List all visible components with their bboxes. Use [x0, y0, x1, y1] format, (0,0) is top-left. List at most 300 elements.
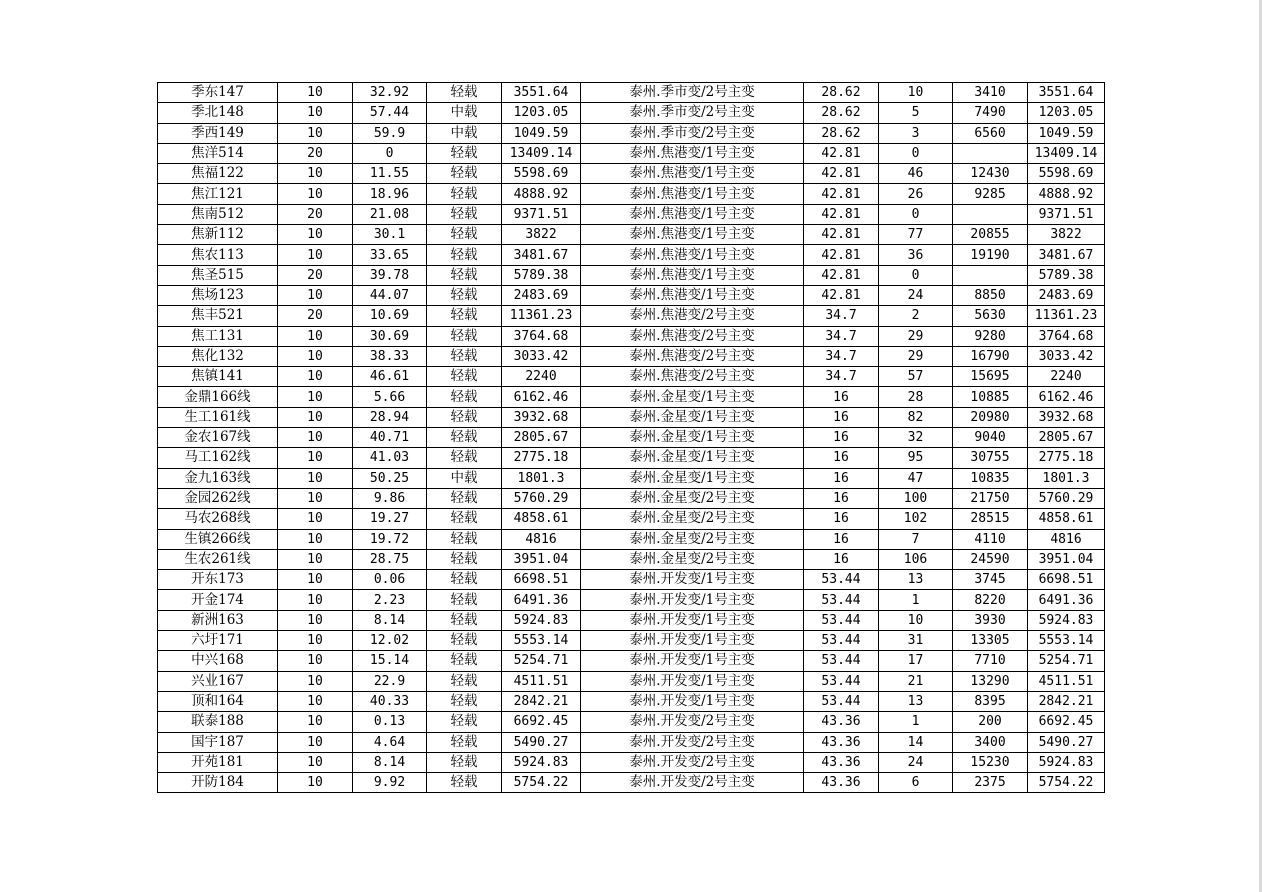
table-cell: 102 — [879, 509, 953, 529]
table-cell: 14 — [879, 732, 953, 752]
table-cell: 3764.68 — [1028, 326, 1105, 346]
table-cell: 30.1 — [353, 225, 427, 245]
table-cell: 2.23 — [353, 590, 427, 610]
table-cell: 3822 — [1028, 225, 1105, 245]
table-cell: 轻载 — [427, 265, 502, 285]
table-cell: 10 — [278, 651, 353, 671]
table-cell: 2775.18 — [1028, 448, 1105, 468]
table-cell: 21 — [879, 671, 953, 691]
table-cell: 泰州.焦港变/1号主变 — [581, 164, 804, 184]
table-cell: 季东147 — [158, 83, 278, 103]
table-row — [158, 691, 1105, 711]
table-cell: 4511.51 — [1028, 671, 1105, 691]
table-row — [158, 225, 1105, 245]
table-cell: 43.36 — [804, 712, 879, 732]
table-cell: 5754.22 — [1028, 773, 1105, 793]
table-cell: 泰州.焦港变/2号主变 — [581, 306, 804, 326]
table-cell: 5553.14 — [1028, 631, 1105, 651]
table-cell: 100 — [879, 488, 953, 508]
table-cell: 30755 — [953, 448, 1028, 468]
table-row — [158, 651, 1105, 671]
table-cell: 轻载 — [427, 164, 502, 184]
table-cell: 32.92 — [353, 83, 427, 103]
table-cell: 泰州.焦港变/2号主变 — [581, 346, 804, 366]
table-cell: 12.02 — [353, 631, 427, 651]
table-cell: 82 — [879, 407, 953, 427]
table-cell: 42.81 — [804, 143, 879, 163]
table-cell: 2483.69 — [1028, 285, 1105, 305]
table-cell: 6698.51 — [1028, 570, 1105, 590]
table-cell: 20 — [278, 204, 353, 224]
table-cell: 焦南512 — [158, 204, 278, 224]
table-cell: 开东173 — [158, 570, 278, 590]
table-cell: 泰州.金星变/2号主变 — [581, 549, 804, 569]
table-cell: 焦江121 — [158, 184, 278, 204]
table-cell: 5924.83 — [1028, 752, 1105, 772]
table-cell: 24 — [879, 752, 953, 772]
table-cell: 泰州.季市变/2号主变 — [581, 83, 804, 103]
table-cell: 5924.83 — [1028, 610, 1105, 630]
table-cell: 轻载 — [427, 204, 502, 224]
table-cell: 12430 — [953, 164, 1028, 184]
table-row — [158, 184, 1105, 204]
table-cell: 焦福122 — [158, 164, 278, 184]
table-cell: 42.81 — [804, 265, 879, 285]
table-cell: 10.69 — [353, 306, 427, 326]
table-cell: 2842.21 — [502, 691, 581, 711]
table-cell: 5.66 — [353, 387, 427, 407]
table-cell: 11.55 — [353, 164, 427, 184]
table-cell: 泰州.开发变/1号主变 — [581, 590, 804, 610]
table-cell: 季北148 — [158, 103, 278, 123]
table-cell: 轻载 — [427, 651, 502, 671]
table-cell: 2240 — [502, 367, 581, 387]
table-cell: 轻载 — [427, 610, 502, 630]
table-cell: 106 — [879, 549, 953, 569]
table-cell: 46 — [879, 164, 953, 184]
table-cell: 5490.27 — [1028, 732, 1105, 752]
table-cell: 5760.29 — [502, 488, 581, 508]
table-cell: 10 — [278, 123, 353, 143]
table-cell: 10 — [879, 83, 953, 103]
table-cell: 10 — [278, 570, 353, 590]
table-cell: 42.81 — [804, 164, 879, 184]
table-cell: 生农261线 — [158, 549, 278, 569]
table-row — [158, 732, 1105, 752]
table-cell: 10 — [278, 83, 353, 103]
table-row — [158, 265, 1105, 285]
table-cell: 轻载 — [427, 367, 502, 387]
table-cell: 42.81 — [804, 204, 879, 224]
table-cell: 轻载 — [427, 549, 502, 569]
table-cell: 5924.83 — [502, 752, 581, 772]
table-cell: 1 — [879, 712, 953, 732]
table-row — [158, 83, 1105, 103]
table-cell: 金鼎166线 — [158, 387, 278, 407]
table-cell: 轻载 — [427, 387, 502, 407]
table-cell: 泰州.季市变/2号主变 — [581, 123, 804, 143]
table-cell: 8.14 — [353, 610, 427, 630]
table-cell: 6692.45 — [1028, 712, 1105, 732]
table-cell: 53.44 — [804, 570, 879, 590]
table-cell: 生镇266线 — [158, 529, 278, 549]
table-cell: 轻载 — [427, 428, 502, 448]
table-row — [158, 428, 1105, 448]
table-cell: 1801.3 — [502, 468, 581, 488]
table-cell: 2775.18 — [502, 448, 581, 468]
table-cell: 轻载 — [427, 712, 502, 732]
table-cell: 轻载 — [427, 143, 502, 163]
table-cell: 57.44 — [353, 103, 427, 123]
table-cell: 13 — [879, 570, 953, 590]
table-cell: 22.9 — [353, 671, 427, 691]
table-cell: 50.25 — [353, 468, 427, 488]
table-cell: 28.62 — [804, 103, 879, 123]
table-row — [158, 326, 1105, 346]
table-cell: 21750 — [953, 488, 1028, 508]
table-cell: 泰州.焦港变/1号主变 — [581, 285, 804, 305]
table-cell: 28.62 — [804, 83, 879, 103]
table-cell: 11361.23 — [502, 306, 581, 326]
table-cell: 2805.67 — [1028, 428, 1105, 448]
table-cell: 1049.59 — [502, 123, 581, 143]
table-cell: 泰州.焦港变/1号主变 — [581, 265, 804, 285]
table-cell: 5553.14 — [502, 631, 581, 651]
table-cell: 泰州.开发变/1号主变 — [581, 651, 804, 671]
table-cell: 0.06 — [353, 570, 427, 590]
table-cell: 开防184 — [158, 773, 278, 793]
table-cell: 10 — [278, 590, 353, 610]
table-cell: 59.9 — [353, 123, 427, 143]
table-cell: 泰州.金星变/1号主变 — [581, 407, 804, 427]
table-row — [158, 407, 1105, 427]
table-cell: 20 — [278, 306, 353, 326]
table-cell: 13 — [879, 691, 953, 711]
table-cell: 19190 — [953, 245, 1028, 265]
data-table — [157, 82, 1105, 793]
table-cell: 1203.05 — [1028, 103, 1105, 123]
table-cell: 泰州.金星变/1号主变 — [581, 448, 804, 468]
table-cell: 16 — [804, 448, 879, 468]
table-cell: 泰州.开发变/2号主变 — [581, 732, 804, 752]
table-cell: 28.62 — [804, 123, 879, 143]
table-row — [158, 631, 1105, 651]
table-cell: 39.78 — [353, 265, 427, 285]
table-cell: 10 — [278, 387, 353, 407]
table-cell: 0 — [879, 204, 953, 224]
table-cell: 5789.38 — [1028, 265, 1105, 285]
table-cell: 34.7 — [804, 346, 879, 366]
table-cell: 金园262线 — [158, 488, 278, 508]
table-row — [158, 306, 1105, 326]
table-cell: 28.94 — [353, 407, 427, 427]
table-cell: 轻载 — [427, 285, 502, 305]
table-cell: 4858.61 — [502, 509, 581, 529]
table-cell: 42.81 — [804, 245, 879, 265]
table-row — [158, 590, 1105, 610]
table-cell: 8220 — [953, 590, 1028, 610]
table-row — [158, 387, 1105, 407]
table-row — [158, 549, 1105, 569]
table-cell: 10 — [278, 712, 353, 732]
table-cell: 泰州.开发变/1号主变 — [581, 671, 804, 691]
table-cell: 3822 — [502, 225, 581, 245]
table-cell: 7710 — [953, 651, 1028, 671]
table-cell: 10 — [278, 631, 353, 651]
table-cell: 10 — [278, 184, 353, 204]
table-cell: 47 — [879, 468, 953, 488]
table-cell: 44.07 — [353, 285, 427, 305]
table-cell: 20 — [278, 143, 353, 163]
table-cell: 34.7 — [804, 306, 879, 326]
table-cell: 9371.51 — [1028, 204, 1105, 224]
table-cell: 33.65 — [353, 245, 427, 265]
table-cell: 焦洋514 — [158, 143, 278, 163]
table-cell: 9371.51 — [502, 204, 581, 224]
table-cell: 20855 — [953, 225, 1028, 245]
table-cell: 4511.51 — [502, 671, 581, 691]
table-cell: 10 — [278, 346, 353, 366]
table-cell: 9.92 — [353, 773, 427, 793]
table-cell: 10 — [278, 529, 353, 549]
table-cell: 6692.45 — [502, 712, 581, 732]
table-row — [158, 488, 1105, 508]
table-cell: 1049.59 — [1028, 123, 1105, 143]
table-cell: 轻载 — [427, 570, 502, 590]
table-cell: 10 — [278, 164, 353, 184]
table-cell: 泰州.焦港变/2号主变 — [581, 367, 804, 387]
table-cell: 6491.36 — [502, 590, 581, 610]
table-cell: 42.81 — [804, 184, 879, 204]
table-cell: 5924.83 — [502, 610, 581, 630]
table-cell: 13305 — [953, 631, 1028, 651]
table-cell: 泰州.开发变/1号主变 — [581, 631, 804, 651]
table-cell: 联泰188 — [158, 712, 278, 732]
table-cell: 43.36 — [804, 773, 879, 793]
table-cell: 轻载 — [427, 225, 502, 245]
table-cell: 9040 — [953, 428, 1028, 448]
table-cell: 4858.61 — [1028, 509, 1105, 529]
table-cell: 18.96 — [353, 184, 427, 204]
table-cell: 10 — [278, 691, 353, 711]
table-row — [158, 346, 1105, 366]
table-cell: 3745 — [953, 570, 1028, 590]
table-cell: 轻载 — [427, 732, 502, 752]
table-cell: 95 — [879, 448, 953, 468]
table-cell: 10 — [278, 732, 353, 752]
table-cell: 2483.69 — [502, 285, 581, 305]
table-cell: 泰州.开发变/2号主变 — [581, 752, 804, 772]
table-cell: 3481.67 — [1028, 245, 1105, 265]
table-cell: 泰州.焦港变/2号主变 — [581, 326, 804, 346]
table-row — [158, 509, 1105, 529]
table-cell: 200 — [953, 712, 1028, 732]
table-row — [158, 143, 1105, 163]
table-cell: 泰州.金星变/1号主变 — [581, 428, 804, 448]
table-row — [158, 610, 1105, 630]
table-cell: 10 — [278, 468, 353, 488]
table-cell: 3764.68 — [502, 326, 581, 346]
table-cell: 焦新112 — [158, 225, 278, 245]
table-cell: 六圩171 — [158, 631, 278, 651]
table-cell: 19.72 — [353, 529, 427, 549]
table-cell: 40.71 — [353, 428, 427, 448]
table-cell: 6698.51 — [502, 570, 581, 590]
table-cell: 5254.71 — [502, 651, 581, 671]
table-cell: 2240 — [1028, 367, 1105, 387]
table-cell: 43.36 — [804, 752, 879, 772]
table-cell: 3400 — [953, 732, 1028, 752]
table-cell: 新洲163 — [158, 610, 278, 630]
table-cell: 16 — [804, 407, 879, 427]
table-cell: 16 — [804, 387, 879, 407]
table-cell: 5760.29 — [1028, 488, 1105, 508]
table-cell: 泰州.焦港变/1号主变 — [581, 143, 804, 163]
table-cell: 3551.64 — [502, 83, 581, 103]
table-cell: 6162.46 — [1028, 387, 1105, 407]
table-cell: 53.44 — [804, 590, 879, 610]
table-cell: 国宇187 — [158, 732, 278, 752]
table-cell: 9285 — [953, 184, 1028, 204]
table-row — [158, 529, 1105, 549]
table-cell: 15230 — [953, 752, 1028, 772]
table-cell: 轻载 — [427, 671, 502, 691]
table-cell: 中载 — [427, 468, 502, 488]
table-cell: 13290 — [953, 671, 1028, 691]
table-cell: 轻载 — [427, 448, 502, 468]
table-row — [158, 367, 1105, 387]
table-cell: 16 — [804, 428, 879, 448]
table-cell: 28.75 — [353, 549, 427, 569]
table-cell: 2375 — [953, 773, 1028, 793]
table-cell: 5754.22 — [502, 773, 581, 793]
table-cell: 20980 — [953, 407, 1028, 427]
table-cell: 轻载 — [427, 184, 502, 204]
table-cell: 6491.36 — [1028, 590, 1105, 610]
table-cell: 20 — [278, 265, 353, 285]
table-cell: 焦场123 — [158, 285, 278, 305]
table-cell: 5598.69 — [1028, 164, 1105, 184]
table-cell: 15695 — [953, 367, 1028, 387]
table-cell: 31 — [879, 631, 953, 651]
table-cell: 8395 — [953, 691, 1028, 711]
table-cell: 4.64 — [353, 732, 427, 752]
table-cell: 中载 — [427, 103, 502, 123]
table-cell: 10 — [278, 610, 353, 630]
table-cell: 0.13 — [353, 712, 427, 732]
table-cell: 中兴168 — [158, 651, 278, 671]
table-cell: 8850 — [953, 285, 1028, 305]
table-cell: 36 — [879, 245, 953, 265]
table-cell: 5598.69 — [502, 164, 581, 184]
table-cell: 4816 — [1028, 529, 1105, 549]
table-cell: 焦工131 — [158, 326, 278, 346]
table-cell: 2842.21 — [1028, 691, 1105, 711]
table-cell: 10 — [278, 752, 353, 772]
table-cell: 兴业167 — [158, 671, 278, 691]
table-cell: 泰州.焦港变/1号主变 — [581, 245, 804, 265]
table-cell: 金九163线 — [158, 468, 278, 488]
table-cell: 0 — [879, 143, 953, 163]
table-cell: 泰州.焦港变/1号主变 — [581, 225, 804, 245]
table-cell — [953, 204, 1028, 224]
table-cell: 轻载 — [427, 306, 502, 326]
table-cell: 开苑181 — [158, 752, 278, 772]
table-cell: 焦圣515 — [158, 265, 278, 285]
table-cell: 10 — [278, 285, 353, 305]
table-cell: 42.81 — [804, 285, 879, 305]
table-cell: 10 — [278, 407, 353, 427]
table-row — [158, 204, 1105, 224]
table-cell: 轻载 — [427, 509, 502, 529]
table-row — [158, 448, 1105, 468]
table-cell: 泰州.季市变/2号主变 — [581, 103, 804, 123]
table-cell: 40.33 — [353, 691, 427, 711]
table-cell: 顶和164 — [158, 691, 278, 711]
table-body — [158, 83, 1105, 793]
table-cell: 57 — [879, 367, 953, 387]
table-cell: 10 — [879, 610, 953, 630]
table-cell: 53.44 — [804, 691, 879, 711]
table-cell: 3932.68 — [502, 407, 581, 427]
table-cell: 43.36 — [804, 732, 879, 752]
table-cell: 10 — [278, 448, 353, 468]
table-cell: 16790 — [953, 346, 1028, 366]
table-cell: 0 — [879, 265, 953, 285]
table-cell: 30.69 — [353, 326, 427, 346]
table-cell: 3410 — [953, 83, 1028, 103]
table-cell: 16 — [804, 549, 879, 569]
table-cell — [953, 143, 1028, 163]
table-cell: 中载 — [427, 123, 502, 143]
table-cell: 24590 — [953, 549, 1028, 569]
table-cell: 10 — [278, 103, 353, 123]
table-cell: 4888.92 — [502, 184, 581, 204]
table-cell: 6 — [879, 773, 953, 793]
table-cell: 3951.04 — [502, 549, 581, 569]
table-cell: 马工162线 — [158, 448, 278, 468]
table-cell: 16 — [804, 468, 879, 488]
table-cell: 10 — [278, 367, 353, 387]
table-cell: 泰州.开发变/1号主变 — [581, 570, 804, 590]
table-cell: 泰州.金星变/2号主变 — [581, 488, 804, 508]
table-cell: 6560 — [953, 123, 1028, 143]
table-cell: 8.14 — [353, 752, 427, 772]
table-cell: 7 — [879, 529, 953, 549]
table-cell: 5 — [879, 103, 953, 123]
table-cell: 10 — [278, 671, 353, 691]
table-cell: 焦化132 — [158, 346, 278, 366]
table-cell: 轻载 — [427, 773, 502, 793]
table-cell: 16 — [804, 488, 879, 508]
table-cell: 10835 — [953, 468, 1028, 488]
table-cell: 季西149 — [158, 123, 278, 143]
table-row — [158, 671, 1105, 691]
table-row — [158, 773, 1105, 793]
table-cell: 53.44 — [804, 671, 879, 691]
table-cell: 10885 — [953, 387, 1028, 407]
table-cell: 轻载 — [427, 346, 502, 366]
table-cell: 10 — [278, 509, 353, 529]
table-cell: 3 — [879, 123, 953, 143]
table-cell — [953, 265, 1028, 285]
table-cell: 3930 — [953, 610, 1028, 630]
table-cell: 5630 — [953, 306, 1028, 326]
table-cell: 泰州.金星变/1号主变 — [581, 468, 804, 488]
table-row — [158, 164, 1105, 184]
table-cell: 金农167线 — [158, 428, 278, 448]
table-row — [158, 245, 1105, 265]
